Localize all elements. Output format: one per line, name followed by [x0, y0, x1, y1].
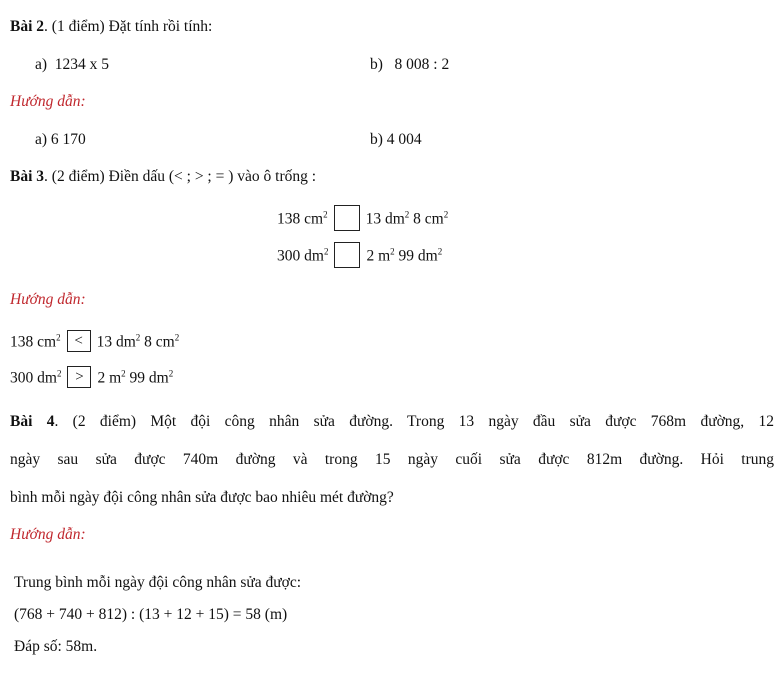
sup: 2 — [174, 332, 180, 343]
a1-left: 138 cm — [10, 333, 57, 351]
a1-right2: 8 cm — [144, 333, 175, 351]
q1-right1: 13 dm — [365, 210, 405, 228]
bai2-hint: Hướng dẫn: — [10, 93, 86, 110]
sup: 2 — [56, 332, 61, 343]
sup: 2 — [443, 209, 449, 220]
bai4-hint: Hướng dẫn: — [10, 526, 86, 543]
sup: 2 — [168, 368, 174, 379]
bai2-answer-a: a) 6 170 — [35, 131, 86, 148]
answer-box-2[interactable] — [334, 242, 360, 268]
bai4-solution-1: Trung bình mỗi ngày đội công nhân sửa được: — [14, 574, 302, 591]
bai3-hint: Hướng dẫn: — [10, 291, 86, 308]
sup: 2 — [121, 368, 126, 379]
bai4-title: Bài 4 — [10, 413, 55, 430]
bai3-heading — [10, 167, 316, 187]
bai3-answer-row-1 — [10, 332, 179, 354]
item-b-expr: 8 008 : 2 — [394, 56, 450, 73]
sup: 2 — [390, 246, 395, 257]
bai2-points: . (1 điểm) Đặt tính rồi tính: — [44, 18, 213, 35]
bai4-solution-3: Đáp số: 58m. — [14, 638, 98, 655]
item-b-label: b) — [370, 56, 383, 73]
q2-right2: 99 dm — [398, 247, 438, 265]
bai4-points: . (2 điểm) Một đội công nhân sửa đường. Trong 13 ngày đầu sửa được 768m đường, 12 — [54, 413, 774, 430]
bai3-title: Bài 3 — [10, 168, 45, 185]
q2-left: 300 dm — [277, 247, 324, 265]
answer-sign-1: < — [67, 330, 91, 352]
sup: 2 — [404, 209, 410, 220]
bai4-line-1 — [10, 412, 774, 432]
answer-box-1[interactable] — [334, 205, 360, 231]
bai2-answer-b: b) 4 004 — [370, 131, 422, 148]
bai3-points: . (2 điểm) Điền dấu (< ; > ; = ) vào ô trống : — [44, 168, 317, 185]
q2-right1: 2 m — [366, 247, 391, 265]
sup: 2 — [135, 332, 141, 343]
answer-sign-2: > — [67, 366, 91, 388]
bai3-question-row-2 — [277, 244, 442, 270]
bai4-solution-2: (768 + 740 + 812) : (13 + 12 + 15) = 58 (m) — [14, 606, 288, 623]
sup: 2 — [323, 209, 328, 220]
bai3-answer-row-2 — [10, 368, 173, 390]
sup: 2 — [323, 246, 329, 257]
sup: 2 — [437, 246, 443, 257]
bai2-item-a — [35, 55, 109, 75]
bai2-heading — [10, 17, 212, 37]
item-a-expr: 1234 x 5 — [54, 56, 110, 73]
q1-left: 138 cm — [277, 210, 324, 228]
bai2-item-b — [370, 55, 449, 75]
bai4-line-3: bình mỗi ngày đội công nhân sửa được bao nhiêu mét đường? — [10, 489, 394, 506]
bai2-title: Bài 2 — [10, 18, 45, 35]
a2-right2: 99 dm — [129, 369, 169, 387]
bai4-line-2: ngày sau sửa được 740m đường và trong 15 ngày cuối sửa được 812m đường. Hỏi trung — [10, 451, 774, 468]
a1-right1: 13 dm — [96, 333, 136, 351]
bai3-question-row-1 — [277, 207, 448, 233]
sup: 2 — [56, 368, 62, 379]
q1-right2: 8 cm — [413, 210, 444, 228]
item-a-label: a) — [35, 56, 48, 73]
a2-right1: 2 m — [97, 369, 122, 387]
a2-left: 300 dm — [10, 369, 57, 387]
